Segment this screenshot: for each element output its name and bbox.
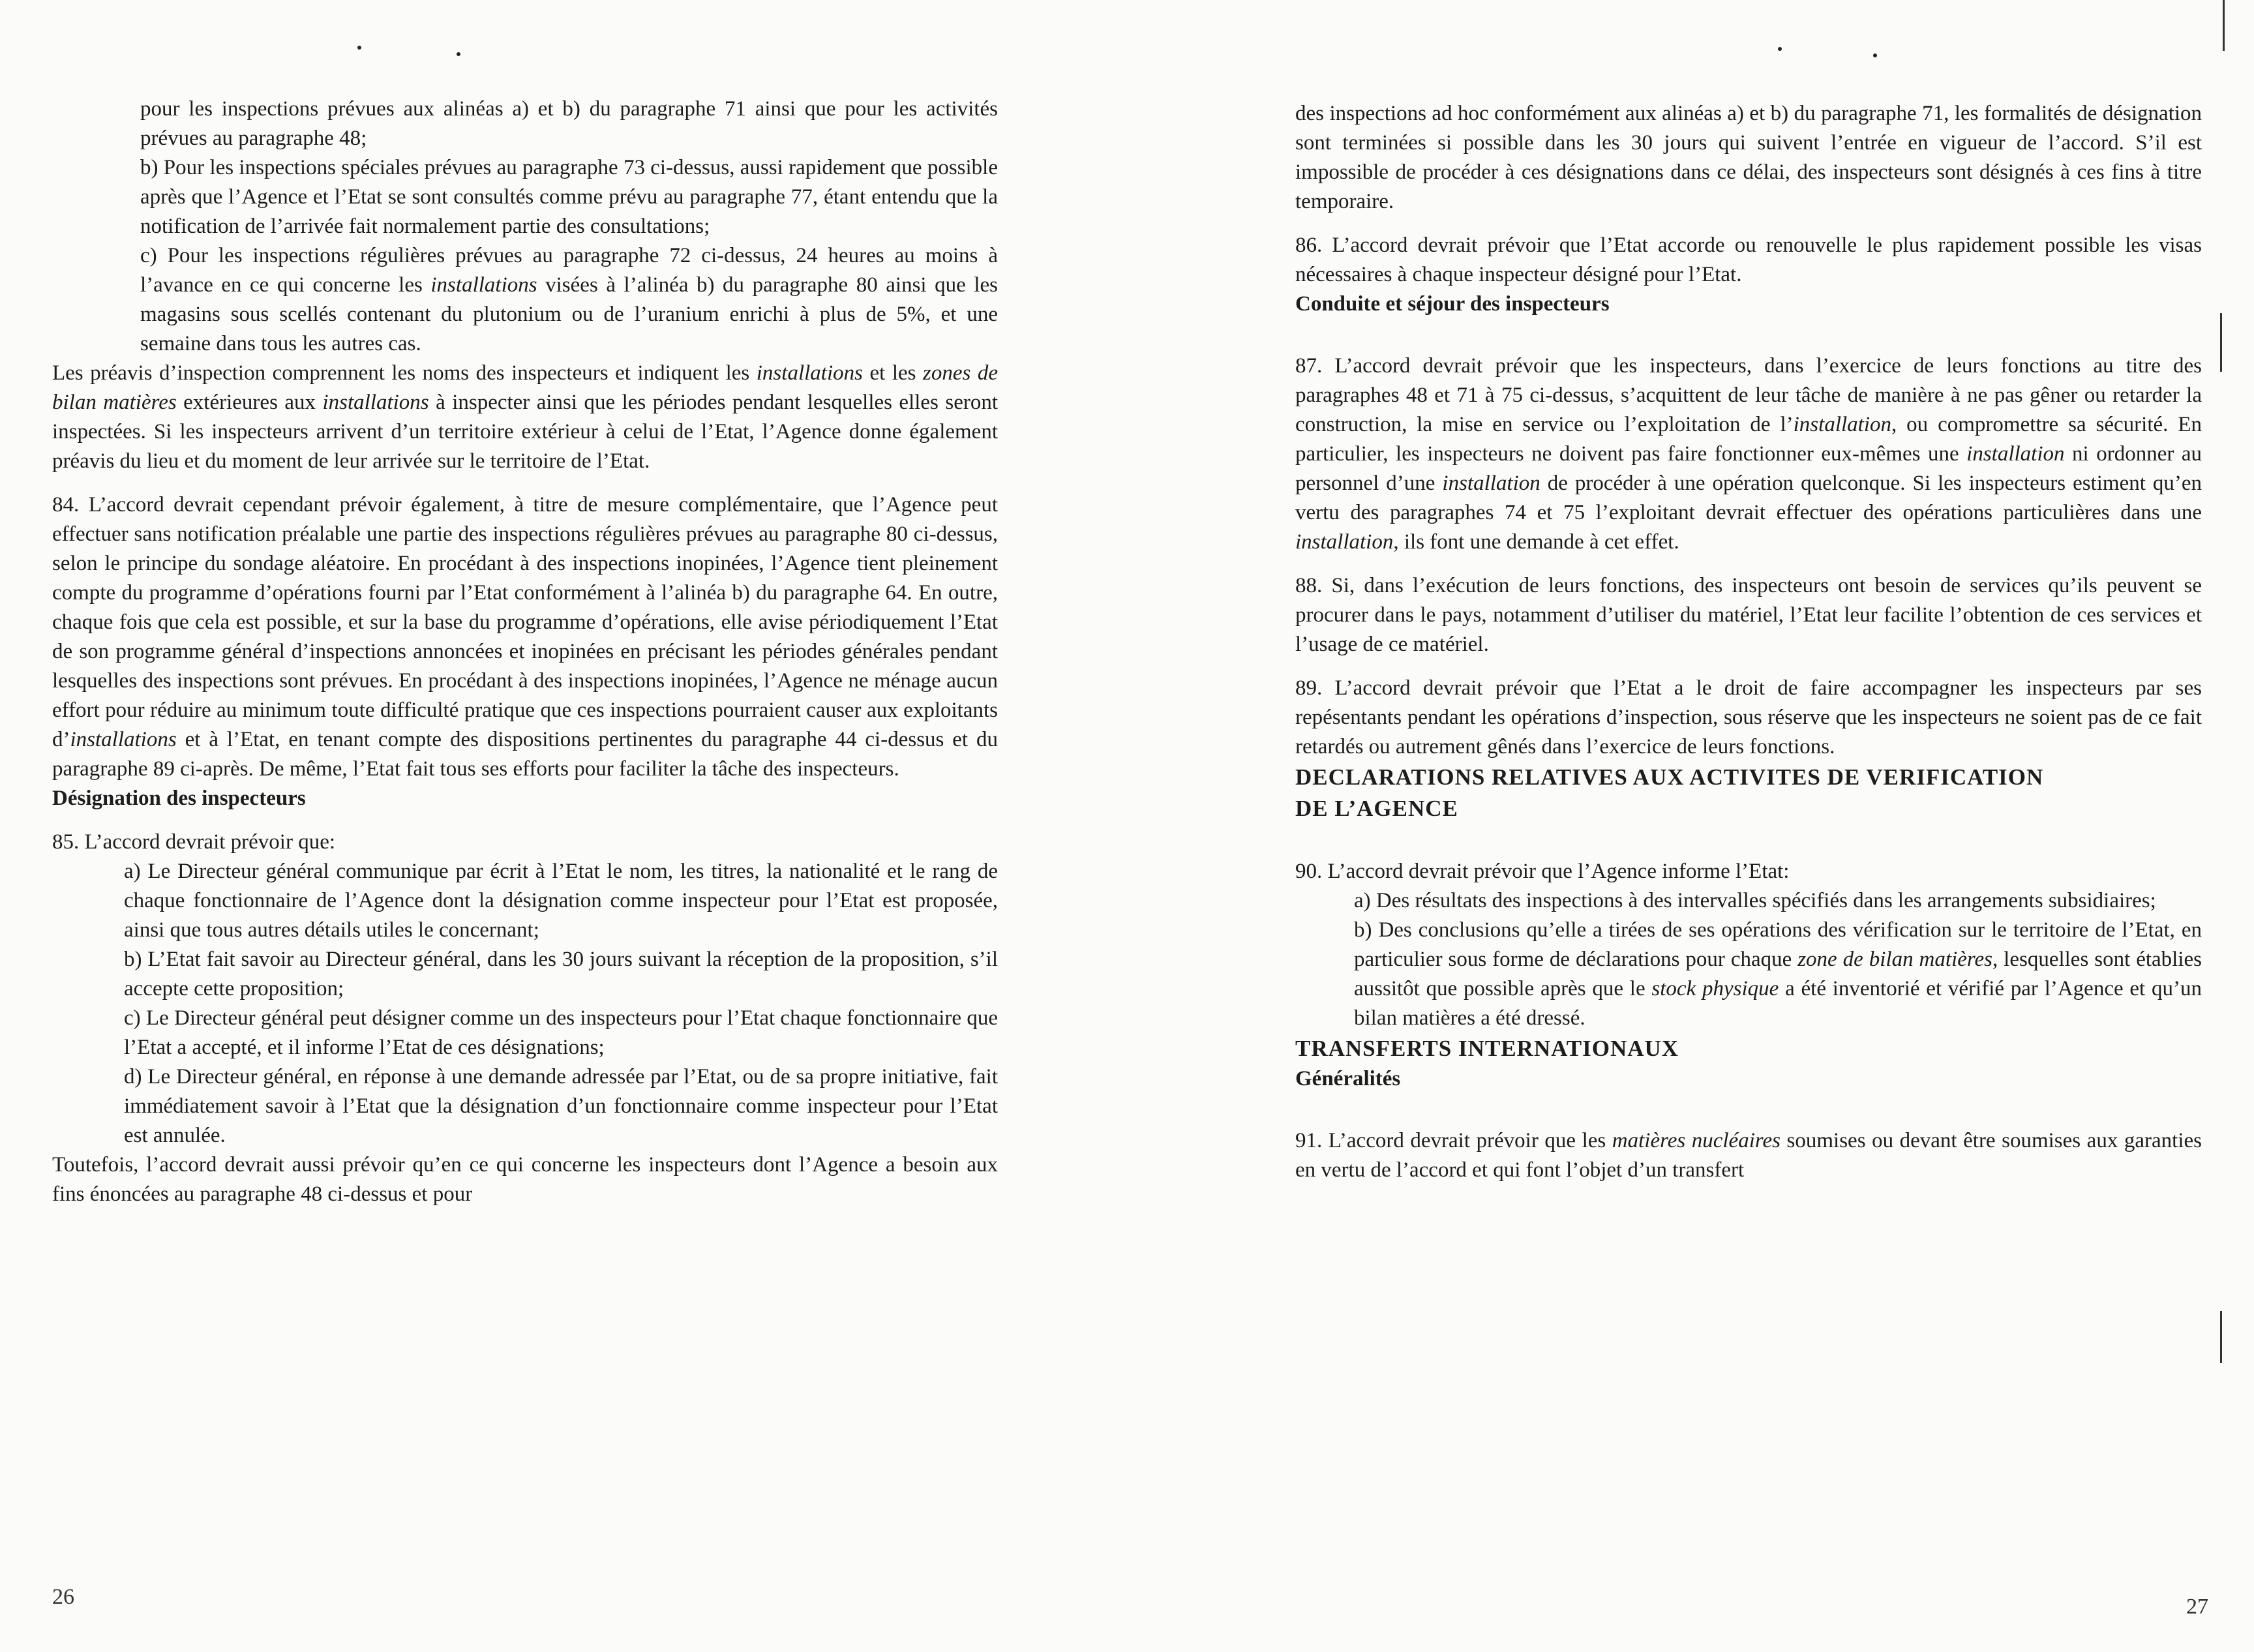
paragraph: [52, 857, 998, 945]
paragraph-91: [1295, 1126, 2202, 1185]
page-number: 26: [52, 1585, 74, 1609]
italic-term: installations: [322, 391, 429, 414]
text-run: 91. L’accord devrait prévoir que les: [1295, 1129, 1612, 1152]
margin-rule: [2223, 0, 2225, 51]
text-run: , lesquelles sont établies aussitôt que possible après que le: [1354, 948, 2202, 1000]
text-run: 87. L’accord devrait prévoir que les inspecteurs, dans l’exercice de leurs fonctions au titre des paragraphes 48 et 71 à 75 ci-dessus, s’acquittent de leur tâche de manière à ne pas gêner ou retarder la construction, la mise en service ou l’exploitation de l’: [1295, 354, 2202, 436]
text-run: Les préavis d’inspection comprennent les noms des inspecteurs et indiquent les: [52, 361, 757, 385]
right-page: [1127, 0, 2254, 1652]
text-run: ni ordonner au personnel d’une: [1295, 442, 2202, 495]
ink-speck: [1778, 47, 1782, 51]
section-heading-declarations: [1295, 762, 2202, 824]
text-run: a été inventorié et vérifié par l’Agence et qu’un bilan matières a été dressé.: [1354, 977, 2202, 1030]
italic-term: zones de bilan matières: [52, 361, 998, 414]
italic-term: installations: [70, 728, 177, 751]
paragraph-86: [1295, 231, 2202, 290]
heading-line: DECLARATIONS RELATIVES AUX ACTIVITES DE VERIFICATION: [1295, 764, 2044, 790]
text-run: soumises ou devant être soumises aux garanties en vertu de l’accord et qui font l’objet d’un transfert: [1295, 1129, 2202, 1182]
text-run: a) Le Directeur général communique par écrit à l’Etat le nom, les titres, la nationalité et le rang de chaque fonctionnaire de l’Agence dont la désignation comme inspecteur pour l’Etat est proposée, ainsi que tous autres détails utiles le concernant;: [124, 860, 998, 942]
ink-speck: [357, 46, 361, 50]
margin-rule: [2220, 1311, 2222, 1363]
text-run: 84. L’accord devrait cependant prévoir également, à titre de mesure complémentaire, que l’Agence peut effectuer sans notification préalable une partie des inspections régulières prévues au paragraphe 80 ci-dessus, selon le principe du sondage aléatoire. En procédant à des inspections inopinées, l’Agence tient pleinement compte du programme d’opérations fourni par l’Etat conformément à l’alinéa b) du paragraphe 64. En outre, chaque fois que cela est possible, et sur la base du programme d’opérations, elle avise périodiquement l’Etat de son programme général d’inspections annoncées et inopinées en précisant les périodes générales pendant lesquelles des inspections sont prévues. En procédant à des inspections inopinées, l’Agence ne ménage aucun effort pour réduire au minimum toute difficulté pratique que ces inspections pourraient causer aux exploitants d’: [52, 493, 998, 751]
text-run: b) L’Etat fait savoir au Directeur général, dans les 30 jours suivant la réception de la proposition, s’il accepte cette proposition;: [124, 948, 998, 1000]
text-run: à inspecter ainsi que les périodes pendant lesquelles elles seront inspectées. Si les inspecteurs arrivent d’un territoire extérieur à celui de l’Etat, l’Agence donne également préavis du lieu et du moment de leur arrivée sur le territoire de l’Etat.: [52, 391, 998, 473]
text-run: 85. L’accord devrait prévoir que:: [52, 830, 336, 854]
paragraph: [52, 1062, 998, 1150]
paragraph: [52, 359, 998, 476]
italic-term: installations: [756, 361, 863, 385]
text-run: b) Des conclusions qu’elle a tirées de ses opérations des vérification sur le territoire de l’Etat, en particulier sous forme de déclarations pour chaque: [1354, 918, 2202, 971]
text-run: et à l’Etat, en tenant compte des dispositions pertinentes du paragraphe 44 ci-dessus et du paragraphe 89 ci-après. De même, l’Etat fait tous ses efforts pour faciliter la tâche des inspecteurs.: [52, 728, 998, 781]
text-run: c) Le Directeur général peut désigner comme un des inspecteurs pour l’Etat chaque fonctionnaire que l’Etat a accepté, et il informe l’Etat de ces désignations;: [124, 1006, 998, 1059]
italic-term: installation: [1295, 530, 1394, 554]
text-run: pour les inspections prévues aux alinéas a) et b) du paragraphe 71 ainsi que pour les activités prévues au paragraphe 48;: [140, 97, 998, 150]
text-run: des inspections ad hoc conformément aux alinéas a) et b) du paragraphe 71, les formalités de désignation sont terminées si possible dans les 30 jours qui suivent l’entrée en vigueur de l’accord. S’il est impossible de procéder à ces désignations dans ce délai, des inspecteurs sont désignés à ces fins à titre temporaire.: [1295, 102, 2202, 213]
paragraph: [1295, 886, 2202, 916]
text-run: , ou compromettre sa sécurité. En particulier, les inspecteurs ne doivent pas faire fonctionner eux-mêmes une: [1295, 413, 2202, 466]
section-heading-conduite: Conduite et séjour des inspecteurs: [1295, 292, 1610, 316]
text-run: b) Pour les inspections spéciales prévues au paragraphe 73 ci-dessus, aussi rapidement que possible après que l’Agence et l’Etat se sont consultés comme prévu au paragraphe 77, étant entendu que la notification de l’arrivée fait normalement partie des consultations;: [140, 156, 998, 238]
text-run: extérieures aux: [176, 391, 323, 414]
text-run: de procéder à une opération quelconque. Si les inspecteurs estiment qu’en vertu des paragraphes 74 et 75 l’exploitant devrait effectuer des opérations particulières dans une: [1295, 472, 2202, 524]
ink-speck: [1873, 53, 1877, 57]
italic-term: stock physique: [1651, 977, 1779, 1000]
section-heading-designation: Désignation des inspecteurs: [52, 787, 306, 810]
paragraph: [52, 153, 998, 241]
italic-term: installation: [1793, 413, 1891, 436]
text-run: , ils font une demande à cet effet.: [1393, 530, 1679, 554]
paragraph-84: [52, 490, 998, 784]
paragraph-87: [1295, 352, 2202, 557]
text-run: 90. L’accord devrait prévoir que l’Agence informe l’Etat:: [1295, 860, 1790, 883]
text-run: visées à l’alinéa b) du paragraphe 80 ainsi que les magasins sous scellés contenant du plutonium ou de l’uranium enrichi à plus de 5%, et une semaine dans tous les autres cas.: [140, 273, 998, 355]
paragraph: [52, 241, 998, 359]
text-run: et les: [862, 361, 923, 385]
text-run: d) Le Directeur général, en réponse à une demande adressée par l’Etat, ou de sa propre initiative, fait immédiatement savoir à l’Etat que la désignation d’un fonctionnaire comme inspecteur pour l’Etat est annulée.: [124, 1065, 998, 1147]
text-run: a) Des résultats des inspections à des intervalles spécifiés dans les arrangements subsidiaires;: [1354, 889, 2156, 912]
italic-term: installations: [430, 273, 537, 297]
paragraph: [52, 95, 998, 153]
right-text-column: [1295, 99, 2202, 1185]
paragraph: [1295, 99, 2202, 217]
paragraph: [52, 1150, 998, 1209]
text-run: c) Pour les inspections régulières prévues au paragraphe 72 ci-dessus, 24 heures au moins à l’avance en ce qui concerne les: [140, 244, 998, 297]
italic-term: installation: [1966, 442, 2065, 466]
left-text-column: [52, 95, 998, 1209]
paragraph: [52, 1004, 998, 1062]
paragraph-88: [1295, 571, 2202, 659]
paragraph-85: [52, 828, 998, 857]
heading-line: DE L’AGENCE: [1295, 796, 1458, 821]
italic-term: zone de bilan matières: [1797, 948, 1992, 971]
section-heading-generalites: Généralités: [1295, 1067, 1401, 1090]
page-number: 27: [2186, 1595, 2208, 1619]
text-run: 88. Si, dans l’exécution de leurs fonctions, des inspecteurs ont besoin de services qu’ils peuvent se procurer dans le pays, notamment d’utiliser du matériel, l’Etat leur facilite l’obtention de ces services et l’usage de ce matériel.: [1295, 574, 2202, 656]
text-run: Toutefois, l’accord devrait aussi prévoir qu’en ce qui concerne les inspecteurs dont l’Agence a besoin aux fins énoncées au paragraphe 48 ci-dessus et pour: [52, 1153, 998, 1206]
paragraph-89: [1295, 674, 2202, 762]
margin-rule: [2220, 313, 2222, 372]
section-heading-transferts: TRANSFERTS INTERNATIONAUX: [1295, 1036, 1679, 1061]
text-run: 86. L’accord devrait prévoir que l’Etat accorde ou renouvelle le plus rapidement possible les visas nécessaires à chaque inspecteur désigné pour l’Etat.: [1295, 233, 2202, 286]
ink-speck: [457, 52, 460, 56]
italic-term: matières nucléaires: [1612, 1129, 1781, 1152]
paragraph: [1295, 916, 2202, 1033]
paragraph: [52, 945, 998, 1004]
text-run: 89. L’accord devrait prévoir que l’Etat a le droit de faire accompagner les inspecteurs par ses repésentants pendant les opérations d’inspection, sous réserve que les inspecteurs ne soient pas de ce fait retardés ou autrement gênés dans l’exercice de leurs fonctions.: [1295, 676, 2202, 758]
paragraph-90: [1295, 857, 2202, 886]
italic-term: installation: [1442, 472, 1540, 495]
